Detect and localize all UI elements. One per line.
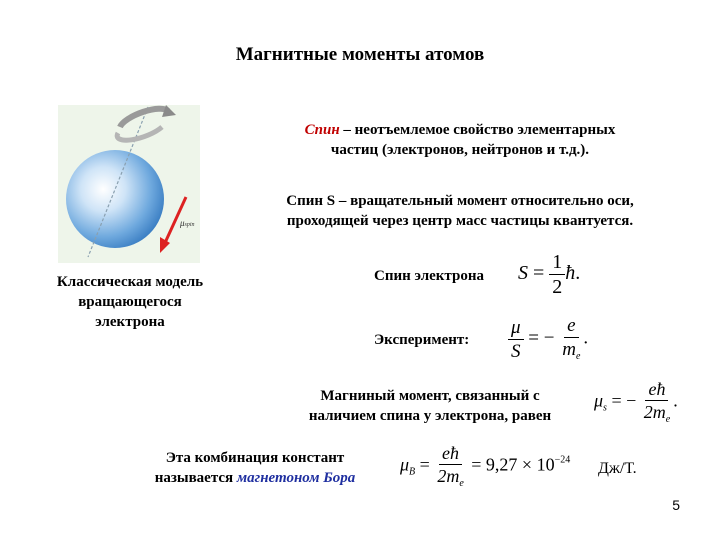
spin-definition-line-1: Спин – неотъемлемое свойство элементарных	[304, 122, 616, 138]
electron-spin-label: Спин электрона	[374, 268, 484, 284]
figure-caption	[32, 272, 228, 332]
bohr-unit: Дж/Т.	[598, 460, 637, 477]
bohr-magneton-term: магнетоном Бора	[236, 470, 356, 486]
mu-spin-label: μspin	[180, 218, 195, 228]
bohr-line-2: называется магнетоном Бора	[154, 470, 356, 486]
spin-term: Спин	[304, 122, 340, 138]
electron-spin-formula: S = $\frac{1}{2}$ ħ.	[518, 251, 581, 298]
bohr-line-1: Эта комбинация констант	[165, 450, 345, 466]
magnetic-moment-formula: $\mu_s$ = − $\frac{eħ}{2m_e}$ .	[594, 379, 678, 425]
spin-quantized-line-2: проходящей через центр масс частицы квантуется.	[286, 213, 634, 229]
bohr-formula: $\mu_B$ = $\frac{eħ}{2m_e}$ = $9,27 \times 10^{-24}$	[400, 443, 571, 489]
electron-sphere-image	[58, 105, 200, 263]
spin-definition-line-2: частиц (электронов, нейтронов и т.д.).	[330, 142, 590, 158]
caption-line-2: вращающегося	[78, 294, 182, 310]
caption-line-3: электрона	[95, 314, 165, 330]
magnetic-moment-line-1: Магниный момент, связанный с	[320, 388, 540, 404]
caption-line-1: Классическая модель	[56, 274, 204, 290]
bohr-text	[110, 448, 400, 488]
spin-quantized-line-1: Спин S – вращательный момент относительно оси,	[286, 193, 634, 209]
page-title: Магнитные моменты атомов	[235, 44, 485, 65]
magnetic-moment-text	[280, 386, 580, 426]
page-number: 5	[672, 497, 680, 513]
electron-illustration	[58, 105, 200, 263]
experiment-formula: $\frac{\mu}{S}$ = − $\frac{e}{m_e}$ .	[508, 316, 588, 362]
spin-definition	[240, 120, 680, 160]
spin-quantized-text	[240, 191, 680, 231]
magnetic-moment-line-2: наличием спина у электрона, равен	[308, 408, 552, 424]
experiment-label: Эксперимент:	[374, 332, 470, 348]
